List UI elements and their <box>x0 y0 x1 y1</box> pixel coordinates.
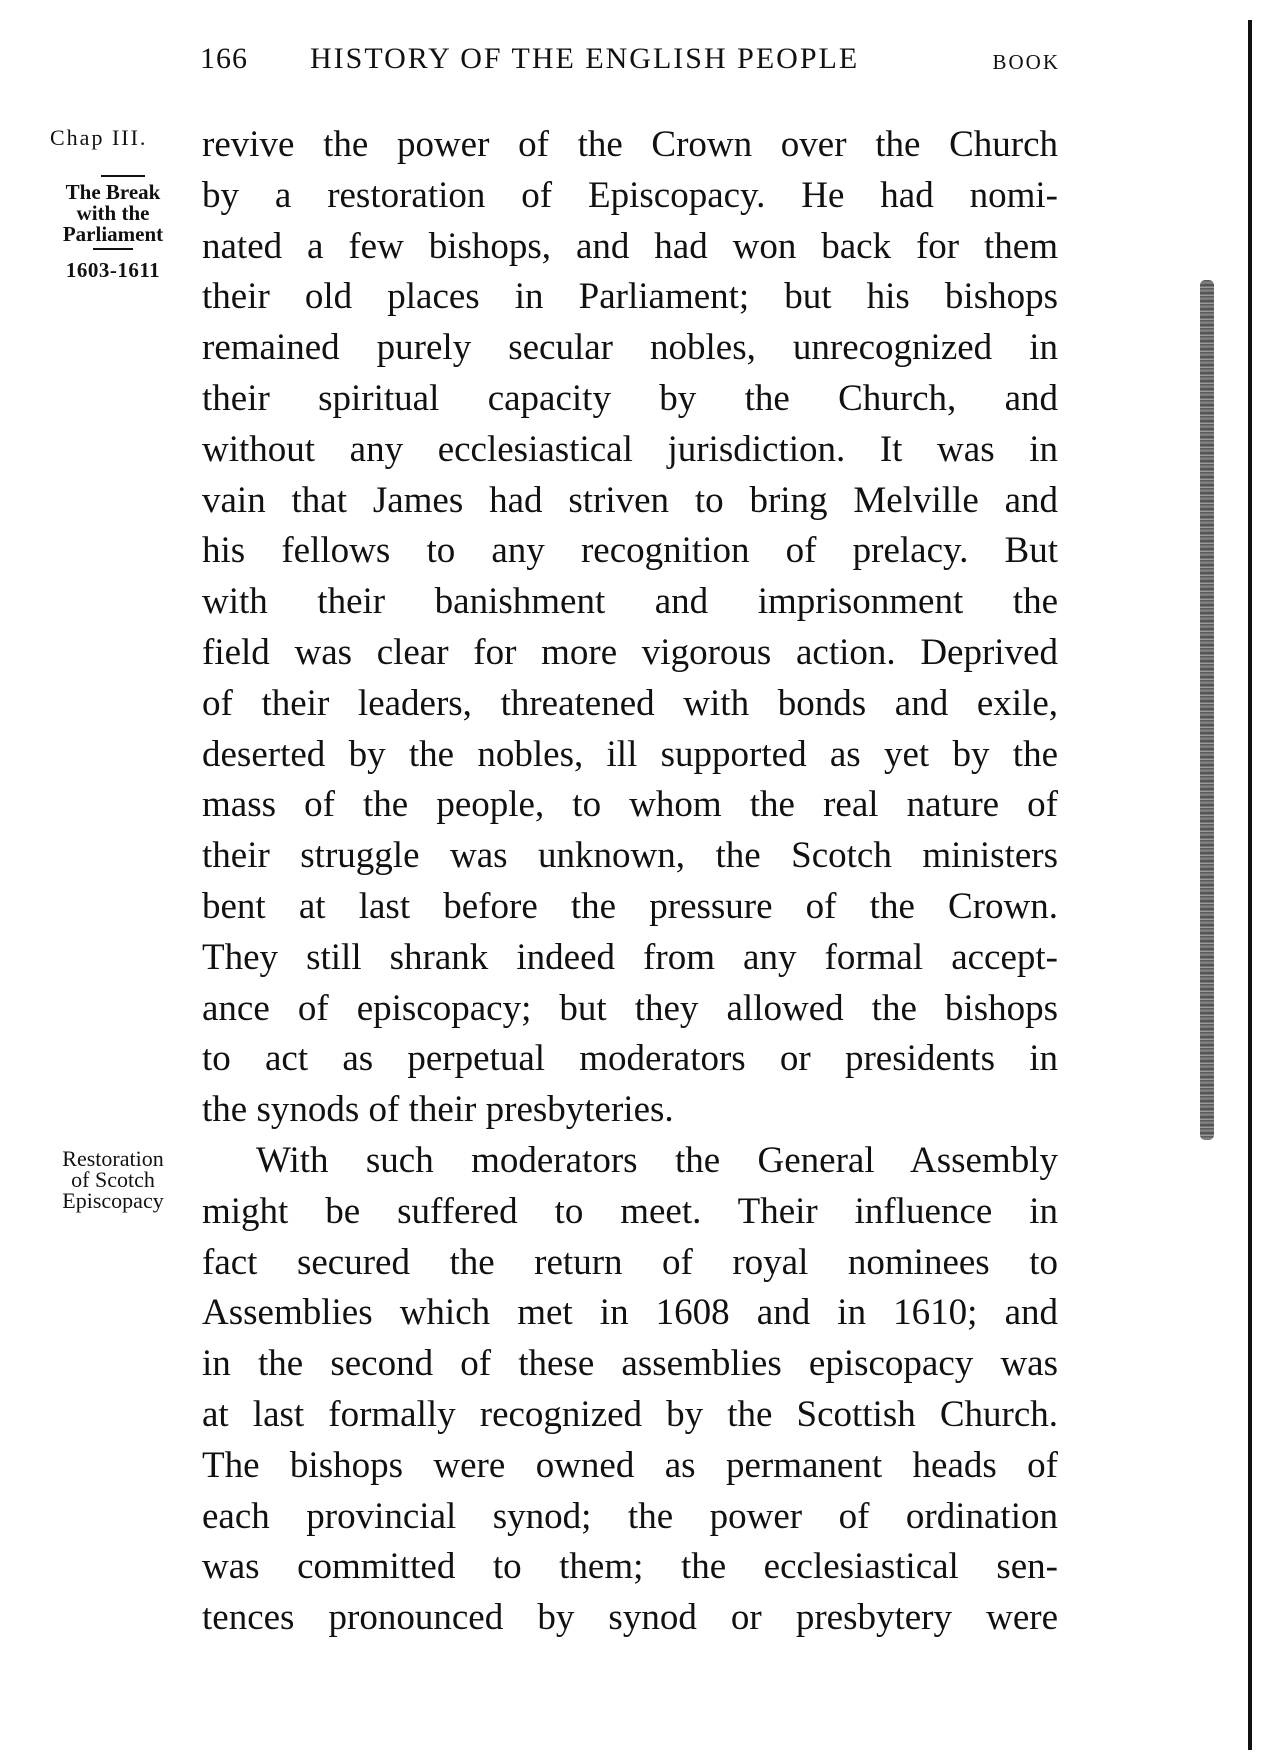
text-line: mass of the people, to whom the real nature of <box>202 784 1058 826</box>
text-line: by a restoration of Episcopacy. He had nomi- <box>202 174 1058 216</box>
running-title: HISTORY OF THE ENGLISH PEOPLE <box>310 42 860 75</box>
text-line: to act as perpetual moderators or presidents in <box>202 1038 1058 1080</box>
text-line: field was clear for more vigorous action. Deprived <box>202 631 1058 673</box>
text-line: with their banishment and imprisonment the <box>202 581 1058 623</box>
sidenote-line: The Break <box>65 180 161 204</box>
text-line: fact secured the return of royal nominees to <box>202 1241 1058 1283</box>
paragraph-last-line: the synods of their presbyteries. <box>202 1089 674 1131</box>
sidenote-rule <box>93 248 133 250</box>
sidenote-line: Episcopacy <box>62 1188 164 1213</box>
text-line: nated a few bishops, and had won back for them <box>202 225 1058 267</box>
text-line: their old places in Parliament; but his bishops <box>202 276 1058 318</box>
text-line: their struggle was unknown, the Scotch ministers <box>202 835 1058 877</box>
sidenote-line: Restoration <box>62 1146 164 1171</box>
sidenote-line: with the <box>76 201 150 225</box>
text-line: at last formally recognized by the Scottish Church. <box>202 1393 1058 1435</box>
body-text <box>202 120 1058 1644</box>
text-line: They still shrank indeed from any formal accept- <box>202 936 1058 978</box>
text-line: their spiritual capacity by the Church, and <box>202 377 1058 419</box>
text-line: The bishops were owned as permanent heads of <box>202 1444 1058 1486</box>
text-line: tences pronounced by synod or presbytery were <box>202 1597 1058 1639</box>
sidenote-rule <box>101 175 145 177</box>
text-line: in the second of these assemblies episcopacy was <box>202 1343 1058 1385</box>
running-header <box>200 42 1060 82</box>
sidenote-dates: 1603-1611 <box>65 258 161 282</box>
text-line: his fellows to any recognition of prelacy. But <box>202 530 1058 572</box>
text-line: remained purely secular nobles, unrecognized in <box>202 327 1058 369</box>
page-edge-rule <box>1248 20 1252 1750</box>
page-edge-shadow <box>1200 280 1214 1140</box>
sidenote-restoration <box>38 1148 188 1211</box>
text-line: each provincial synod; the power of ordination <box>202 1495 1058 1537</box>
chapter-label: Chap III. <box>50 125 148 150</box>
text-line: bent at last before the pressure of the Crown. <box>202 885 1058 927</box>
text-line: without any ecclesiastical jurisdiction. It was in <box>202 428 1058 470</box>
sidenote-break-with-parliament <box>38 182 188 283</box>
text-line: deserted by the nobles, ill supported as yet by the <box>202 733 1058 775</box>
page-number: 166 <box>200 42 248 75</box>
sidenote-line: Parliament <box>62 222 164 246</box>
text-line: was committed to them; the ecclesiastical sen- <box>202 1546 1058 1588</box>
paragraph-first-line: With such moderators the General Assembly <box>256 1139 1058 1181</box>
text-line: vain that James had striven to bring Melville and <box>202 479 1058 521</box>
text-line: revive the power of the Crown over the Church <box>202 124 1058 165</box>
book-label: BOOK <box>992 50 1060 74</box>
sidenote-line: of Scotch <box>71 1167 155 1192</box>
text-line: ance of episcopacy; but they allowed the bishops <box>202 987 1058 1029</box>
text-line: of their leaders, threatened with bonds and exile, <box>202 682 1058 724</box>
text-line: might be suffered to meet. Their influence in <box>202 1190 1058 1232</box>
text-line: Assemblies which met in 1608 and in 1610; and <box>202 1292 1058 1334</box>
